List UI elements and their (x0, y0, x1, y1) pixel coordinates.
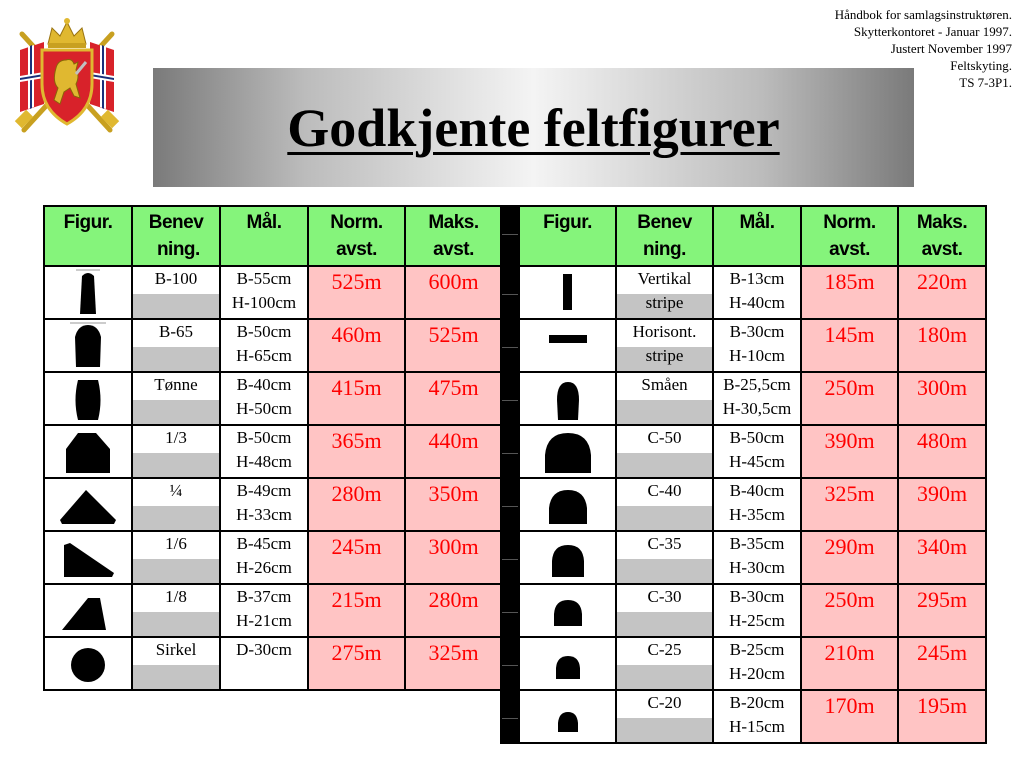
black-margin-cell (501, 206, 519, 266)
maks-avst-cell: 300m (405, 531, 502, 584)
maal-cell: B-55cm H-100cm (220, 266, 308, 319)
benevning-cell: B-65 (132, 319, 220, 372)
benevning-cell: C-40 (616, 478, 713, 531)
quarter-figure-icon (44, 478, 132, 531)
maks-avst-cell: 195m (898, 690, 986, 743)
maks-avst-cell: 295m (898, 584, 986, 637)
norm-avst-cell: 245m (308, 531, 405, 584)
maks-avst-cell: 280m (405, 584, 502, 637)
maal-cell: B-50cm H-65cm (220, 319, 308, 372)
benevning-cell: ¼ (132, 478, 220, 531)
maal-cell: B-50cm H-45cm (713, 425, 801, 478)
maal-cell: B-50cm H-48cm (220, 425, 308, 478)
norm-avst-cell: 185m (801, 266, 898, 319)
norm-avst-cell: 250m (801, 372, 898, 425)
maks-avst-cell: 480m (898, 425, 986, 478)
norm-avst-cell: 215m (308, 584, 405, 637)
norm-avst-cell: 290m (801, 531, 898, 584)
c50-figure-icon (519, 425, 616, 478)
c30-figure-icon (519, 584, 616, 637)
right-figure-table (500, 205, 987, 744)
benevning-cell: Horisont. stripe (616, 319, 713, 372)
table-row (501, 637, 986, 690)
table-row (501, 531, 986, 584)
meta-line: Håndbok for samlagsinstruktøren. (834, 7, 1012, 22)
header-benevning: Benev ning. (132, 206, 220, 266)
meta-line: Justert November 1997 (890, 41, 1012, 56)
title-banner (153, 68, 914, 187)
maal-cell: B-35cm H-30cm (713, 531, 801, 584)
maal-cell: B-49cm H-33cm (220, 478, 308, 531)
header-norm-avst: Norm. avst. (801, 206, 898, 266)
horizontal-stripe-icon (519, 319, 616, 372)
header-figur: Figur. (519, 206, 616, 266)
table-row (44, 531, 502, 584)
maal-cell: B-20cm H-15cm (713, 690, 801, 743)
benevning-cell: Tønne (132, 372, 220, 425)
benevning-cell: C-50 (616, 425, 713, 478)
header-maks-avst: Maks. avst. (898, 206, 986, 266)
table-row (44, 266, 502, 319)
maal-cell: B-25cm H-20cm (713, 637, 801, 690)
b65-silhouette-icon (44, 319, 132, 372)
benevning-cell: 1/8 (132, 584, 220, 637)
table-row (44, 637, 502, 690)
norm-avst-cell: 390m (801, 425, 898, 478)
benevning-cell: C-20 (616, 690, 713, 743)
maks-avst-cell: 390m (898, 478, 986, 531)
meta-line: TS 7-3P1. (959, 75, 1012, 90)
third-figure-icon (44, 425, 132, 478)
maks-avst-cell: 180m (898, 319, 986, 372)
norm-avst-cell: 415m (308, 372, 405, 425)
table-row (501, 372, 986, 425)
benevning-cell: C-30 (616, 584, 713, 637)
table-row (44, 478, 502, 531)
maal-cell: B-25,5cm H-30,5cm (713, 372, 801, 425)
benevning-cell: C-35 (616, 531, 713, 584)
c40-figure-icon (519, 478, 616, 531)
b100-silhouette-icon (44, 266, 132, 319)
page-title: Godkjente feltfigurer (287, 97, 780, 158)
header-benevning: Benev ning. (616, 206, 713, 266)
norm-avst-cell: 250m (801, 584, 898, 637)
table-row (44, 372, 502, 425)
sixth-figure-icon (44, 531, 132, 584)
c35-figure-icon (519, 531, 616, 584)
vertical-stripe-icon (519, 266, 616, 319)
maks-avst-cell: 245m (898, 637, 986, 690)
header-norm-avst: Norm. avst. (308, 206, 405, 266)
eighth-figure-icon (44, 584, 132, 637)
smaaen-figure-icon (519, 372, 616, 425)
norm-avst-cell: 280m (308, 478, 405, 531)
black-margin-cell (501, 266, 519, 319)
black-margin-cell (501, 478, 519, 531)
maal-cell: B-40cm H-35cm (713, 478, 801, 531)
black-margin-cell (501, 690, 519, 743)
table-row (501, 584, 986, 637)
left-figure-table (43, 205, 503, 691)
coat-of-arms-emblem (14, 14, 120, 138)
c25-figure-icon (519, 637, 616, 690)
table-row (44, 584, 502, 637)
maal-cell: B-37cm H-21cm (220, 584, 308, 637)
benevning-cell: C-25 (616, 637, 713, 690)
black-margin-cell (501, 637, 519, 690)
table-row (501, 478, 986, 531)
maks-avst-cell: 300m (898, 372, 986, 425)
tonne-silhouette-icon (44, 372, 132, 425)
black-margin-cell (501, 531, 519, 584)
maks-avst-cell: 475m (405, 372, 502, 425)
black-margin-cell (501, 372, 519, 425)
benevning-cell: Vertikal stripe (616, 266, 713, 319)
black-margin-cell (501, 425, 519, 478)
benevning-cell: 1/3 (132, 425, 220, 478)
c20-figure-icon (519, 690, 616, 743)
maal-cell: B-13cm H-40cm (713, 266, 801, 319)
benevning-cell: Sirkel (132, 637, 220, 690)
meta-line: Skytterkontoret - Januar 1997. (853, 24, 1012, 39)
maal-cell: D-30cm (220, 637, 308, 690)
maks-avst-cell: 525m (405, 319, 502, 372)
table-row (501, 319, 986, 372)
maal-cell: B-30cm H-10cm (713, 319, 801, 372)
maks-avst-cell: 600m (405, 266, 502, 319)
table-header-row (44, 206, 502, 266)
table-header-row (501, 206, 986, 266)
norm-avst-cell: 365m (308, 425, 405, 478)
norm-avst-cell: 145m (801, 319, 898, 372)
black-margin-cell (501, 584, 519, 637)
maks-avst-cell: 220m (898, 266, 986, 319)
maal-cell: B-30cm H-25cm (713, 584, 801, 637)
header-maal: Mål. (713, 206, 801, 266)
meta-line: Feltskyting. (950, 58, 1012, 73)
maks-avst-cell: 325m (405, 637, 502, 690)
header-maal: Mål. (220, 206, 308, 266)
norm-avst-cell: 325m (801, 478, 898, 531)
norm-avst-cell: 525m (308, 266, 405, 319)
maal-cell: B-40cm H-50cm (220, 372, 308, 425)
maks-avst-cell: 340m (898, 531, 986, 584)
maks-avst-cell: 440m (405, 425, 502, 478)
norm-avst-cell: 275m (308, 637, 405, 690)
table-row (44, 319, 502, 372)
maal-cell: B-45cm H-26cm (220, 531, 308, 584)
table-row (44, 425, 502, 478)
table-row (501, 266, 986, 319)
norm-avst-cell: 460m (308, 319, 405, 372)
benevning-cell: B-100 (132, 266, 220, 319)
benevning-cell: 1/6 (132, 531, 220, 584)
maks-avst-cell: 350m (405, 478, 502, 531)
header-figur: Figur. (44, 206, 132, 266)
table-row (501, 690, 986, 743)
benevning-cell: Småen (616, 372, 713, 425)
circle-figure-icon (44, 637, 132, 690)
header-maks-avst: Maks. avst. (405, 206, 502, 266)
norm-avst-cell: 210m (801, 637, 898, 690)
black-margin-cell (501, 319, 519, 372)
norm-avst-cell: 170m (801, 690, 898, 743)
table-row (501, 425, 986, 478)
